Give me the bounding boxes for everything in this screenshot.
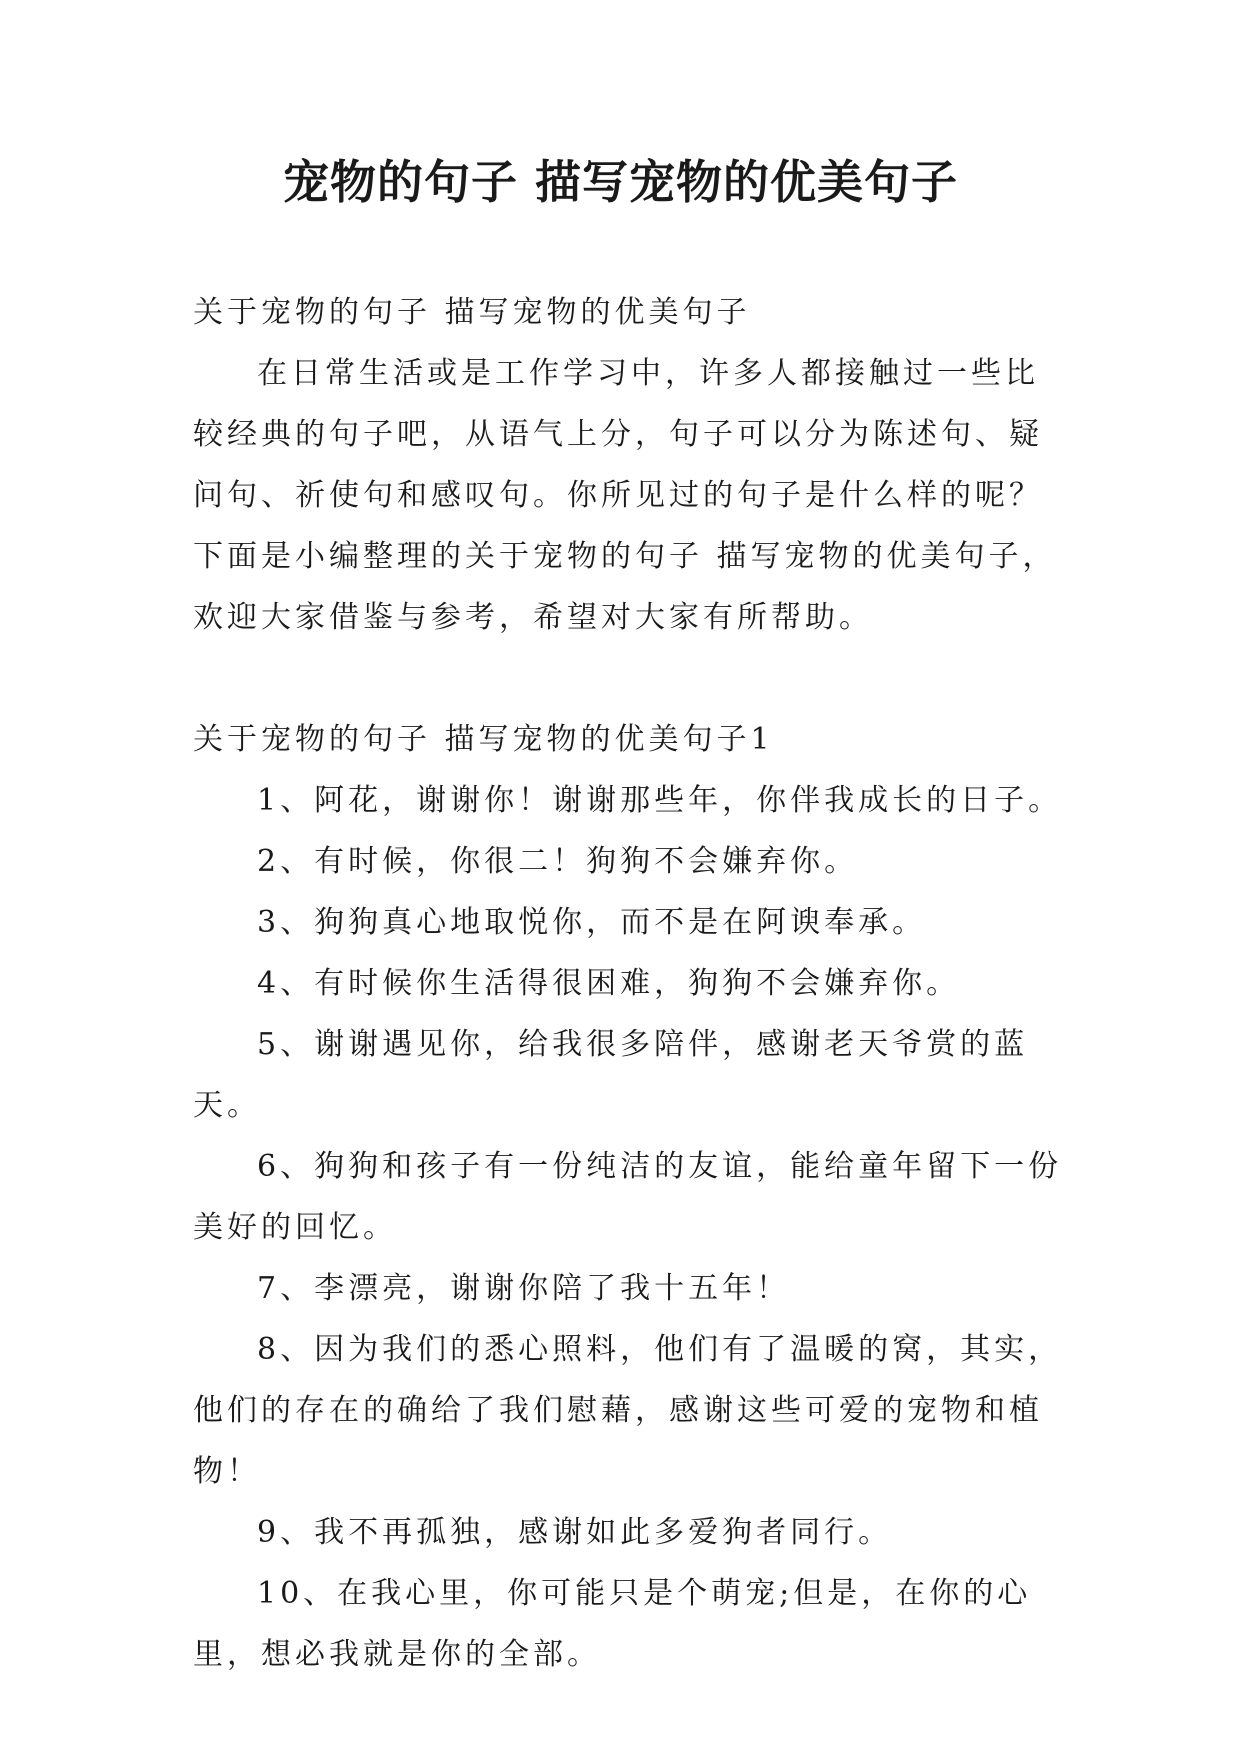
- list-item-7: 7、李漂亮，谢谢你陪了我十五年！: [257, 1271, 791, 1306]
- paragraph-gap: [193, 648, 1063, 709]
- list-item-1: 1、阿花，谢谢你！谢谢那些年，你伴我成长的日子。: [257, 783, 1063, 818]
- intro-paragraph: 在日常生活或是工作学习中，许多人都接触过一些比较经典的句子吧，从语气上分，句子可以分为陈述句、疑问句、祈使句和感叹句。你所见过的句子是什么样的呢？下面是小编整理的关于宠物的句子 描写宠物的优美句子，欢迎大家借鉴与参考，希望对大家有所帮助。: [193, 356, 1057, 635]
- list-item-8: 8、因为我们的悉心照料，他们有了温暖的窝，其实，他们的存在的确给了我们慰藉，感谢这些可爱的宠物和植物！: [193, 1332, 1063, 1489]
- list-item-5: 5、谢谢遇见你，给我很多陪伴，感谢老天爷赏的蓝天。: [193, 1027, 1029, 1123]
- subtitle: 关于宠物的句子 描写宠物的优美句子: [193, 295, 751, 330]
- document-body: [193, 282, 1063, 1685]
- document-title: 宠物的句子 描写宠物的优美句子: [282, 155, 958, 209]
- list-item-4: 4、有时候你生活得很困难，狗狗不会嫌弃你。: [257, 966, 961, 1001]
- list-item-9: 9、我不再孤独，感谢如此多爱狗者同行。: [257, 1515, 893, 1550]
- list-item-10: 10、在我心里，你可能只是个萌宠;但是，在你的心里，想必我就是你的全部。: [193, 1576, 1032, 1672]
- list-item-6: 6、狗狗和孩子有一份纯洁的友谊，能给童年留下一份美好的回忆。: [193, 1149, 1063, 1245]
- list-item-2: 2、有时候，你很二！狗狗不会嫌弃你。: [257, 844, 859, 879]
- section-heading: 关于宠物的句子 描写宠物的优美句子1: [193, 722, 774, 757]
- list-item-3: 3、狗狗真心地取悦你，而不是在阿谀奉承。: [257, 905, 927, 940]
